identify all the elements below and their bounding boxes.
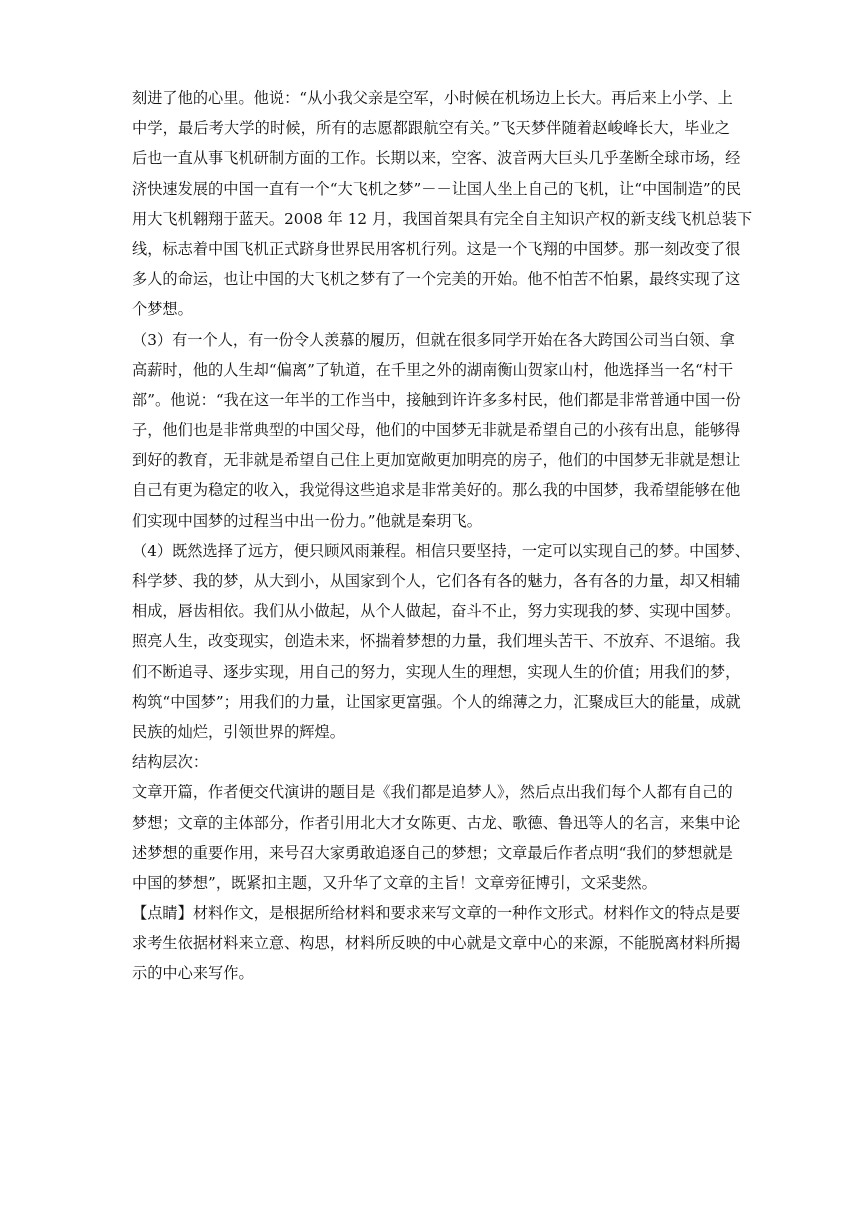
text-line: 们实现中国梦的过程当中出一份力。”他就是秦玥飞。 xyxy=(132,511,482,530)
text-line: 文章开篇，作者便交代演讲的题目是《我们都是追梦人》，然后点出我们每个人都有自己的 xyxy=(132,783,733,802)
text-line: 求考生依据材料来立意、构思，材料所反映的中心就是文章中心的来源，不能脱离材料所揭 xyxy=(132,934,741,953)
text-line: 构筑“中国梦”；用我们的力量，让国家更富强。个人的绵薄之力，汇聚成巨大的能量，成就 xyxy=(132,692,741,711)
text-line: 到好的教育，无非就是希望自己住上更加宽敞更加明亮的房子，他们的中国梦无非就是想让 xyxy=(132,451,741,470)
text-line: 示的中心来写作。 xyxy=(132,964,254,983)
text-line: 照亮人生，改变现实，创造未来，怀揣着梦想的力量，我们埋头苦干、不放弃、不退缩。我 xyxy=(132,632,741,651)
text-line: 民族的灿烂，引领世界的辉煌。 xyxy=(132,722,345,741)
text-line: （4）既然选择了远方，便只顾风雨兼程。相信只要坚持，一定可以实现自己的梦。中国梦、 xyxy=(132,541,750,560)
text-line: 结构层次： xyxy=(132,753,209,772)
text-line: 自己有更为稳定的收入，我觉得这些追求是非常美好的。那么我的中国梦，我希望能够在他 xyxy=(132,481,741,500)
text-line: 科学梦、我的梦，从大到小，从国家到个人，它们各有各的魅力，各有各的力量，却又相辅 xyxy=(132,572,741,590)
text-line: 中学，最后考大学的时候，所有的志愿都跟航空有关。”飞天梦伴随着赵峻峰长大，毕业之 xyxy=(132,119,730,138)
text-line: 多人的命运，也让中国的大飞机之梦有了一个完美的开始。他不怕苦不怕累，最终实现了这 xyxy=(132,270,741,289)
text-line: 济快速发展的中国一直有一个“大飞机之梦”－－让国人坐上自己的飞机，让“中国制造”的民 xyxy=(132,179,742,198)
text-line: 用大飞机翱翔于蓝天。2008 年 12 月，我国首架具有完全自主知识产权的新支线飞机总装下 xyxy=(132,209,753,228)
text-line: 【点睛】材料作文，是根据所给材料和要求来写文章的一种作文形式。材料作文的特点是要 xyxy=(132,904,741,923)
text-line: 部”。他说：“我在这一年半的工作当中，接触到许许多多村民，他们都是非常普通中国一份 xyxy=(132,390,741,409)
text-line: 梦想；文章的主体部分，作者引用北大才女陈更、古龙、歌德、鲁迅等人的名言，来集中论 xyxy=(132,813,741,832)
text-line: 们不断追寻、逐步实现，用自己的努力，实现人生的理想，实现人生的价值；用我们的梦， xyxy=(132,662,741,681)
text-line: 述梦想的重要作用，来号召大家勇敢追逐自己的梦想；文章最后作者点明“我们的梦想就是 xyxy=(132,843,733,862)
text-line: 高薪时，他的人生却“偏离”了轨道，在千里之外的湖南衡山贺家山村，他选择当一名“村干 xyxy=(132,360,734,379)
text-line: 刻进了他的心里。他说：“从小我父亲是空军，小时候在机场边上长大。再后来上小学、上 xyxy=(132,89,733,107)
document-body xyxy=(132,83,753,989)
text-line: 中国的梦想”，既紧扣主题，又升华了文章的主旨！文章旁征博引，文采斐然。 xyxy=(132,873,657,892)
text-line: （3）有一个人，有一份令人羡慕的履历，但就在很多同学开始在各大跨国公司当白领、拿 xyxy=(132,330,735,349)
text-line: 后也一直从事飞机研制方面的工作。长期以来，空客、波音两大巨头几乎垄断全球市场，经 xyxy=(132,149,741,168)
text-line: 子，他们也是非常典型的中国父母，他们的中国梦无非就是希望自己的小孩有出息，能够得 xyxy=(132,421,741,440)
text-line: 线，标志着中国飞机正式跻身世界民用客机行列。这是一个飞翔的中国梦。那一刻改变了很 xyxy=(132,239,741,258)
text-line: 个梦想。 xyxy=(132,300,193,319)
text-line: 相成，唇齿相依。我们从小做起，从个人做起，奋斗不止，努力实现我的梦、实现中国梦。 xyxy=(132,602,741,621)
